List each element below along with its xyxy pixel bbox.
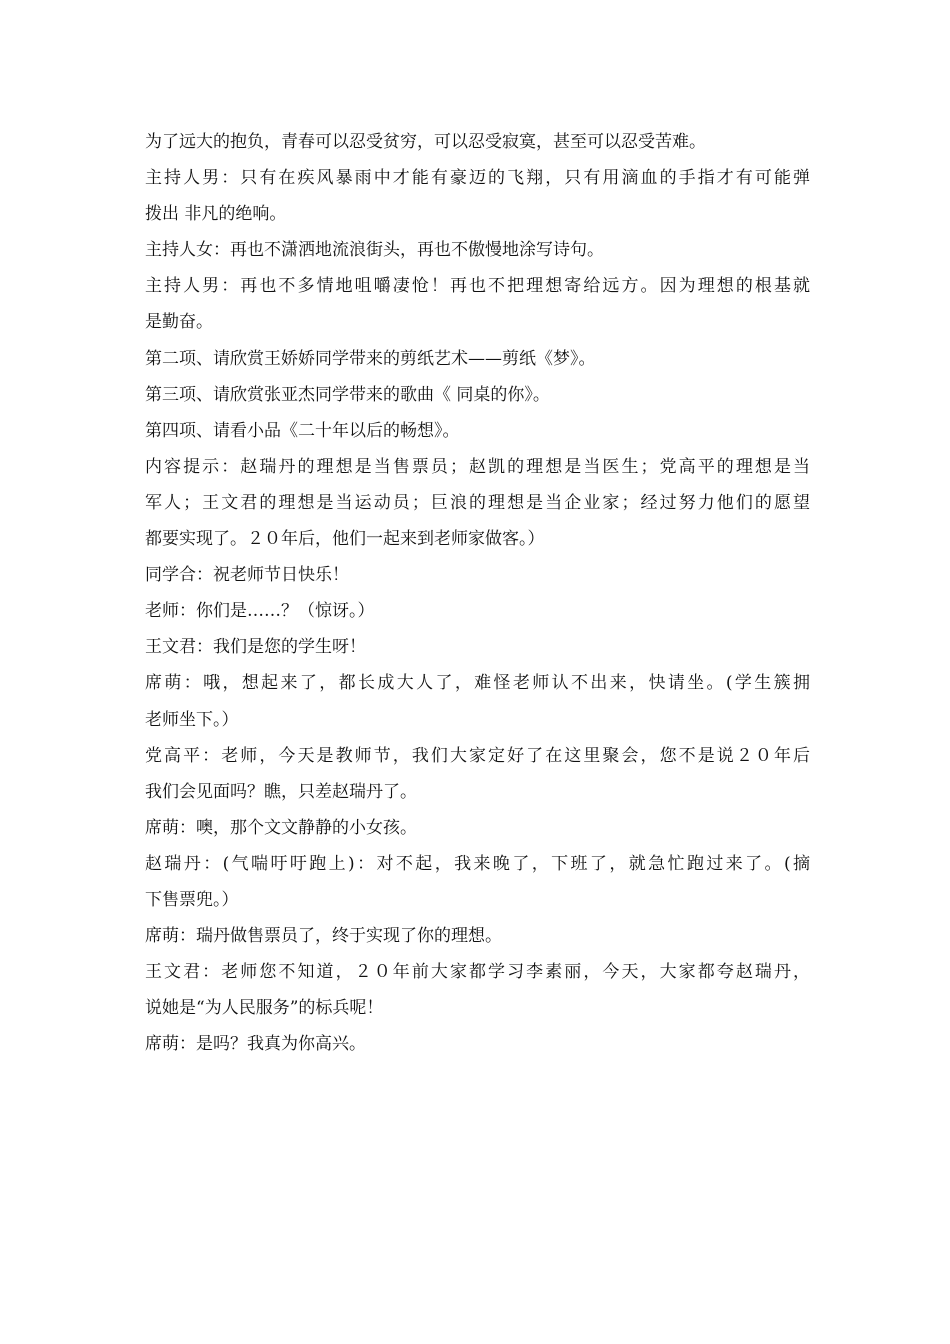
text-line: 主持人男：再也不多情地咀嚼凄怆！再也不把理想寄给远方。因为理想的根基就 — [145, 276, 810, 297]
text-line: 是勤奋。 — [145, 312, 213, 333]
text-line: 老师坐下。） — [145, 709, 239, 730]
document-text — [145, 124, 810, 1062]
text-line: 席萌：瑞丹做售票员了，终于实现了你的理想。 — [145, 926, 502, 947]
text-line: 席萌：哦，想起来了，都长成大人了，难怪老师认不出来，快请坐。(学生簇拥 — [145, 673, 810, 694]
text-line: 我们会见面吗？瞧，只差赵瑞丹了。 — [145, 781, 417, 802]
text-line: 内容提示：赵瑞丹的理想是当售票员；赵凯的理想是当医生；党高平的理想是当 — [145, 456, 810, 477]
text-line: 下售票兜。） — [145, 889, 239, 910]
text-line: 都要实现了。２０年后，他们一起来到老师家做客。） — [145, 529, 545, 550]
text-line: 席萌：噢，那个文文静静的小女孩。 — [145, 817, 417, 838]
text-line: 王文君：我们是您的学生呀！ — [145, 637, 366, 658]
text-line: 第三项、请欣赏张亚杰同学带来的歌曲《 同桌的你》。 — [145, 384, 550, 405]
text-line: 老师：你们是……？（惊讶。） — [145, 601, 375, 622]
text-line: 拨出 非凡的绝响。 — [145, 204, 287, 225]
text-line: 军人；王文君的理想是当运动员；巨浪的理想是当企业家；经过努力他们的愿望 — [145, 492, 810, 513]
text-line: 主持人女：再也不潇洒地流浪街头，再也不傲慢地涂写诗句。 — [145, 240, 604, 261]
text-line: 为了远大的抱负，青春可以忍受贫穷，可以忍受寂寞，甚至可以忍受苦难。 — [145, 132, 706, 152]
text-line: 王文君：老师您不知道，２０年前大家都学习李素丽，今天，大家都夸赵瑞丹， — [145, 962, 810, 983]
text-line: 第四项、请看小品《二十年以后的畅想》。 — [145, 420, 460, 441]
text-line: 同学合：祝老师节日快乐！ — [145, 565, 349, 586]
text-line: 党高平：老师，今天是教师节，我们大家定好了在这里聚会，您不是说２０年后 — [145, 745, 810, 766]
text-line: 席萌：是吗？我真为你高兴。 — [145, 1034, 366, 1055]
text-line: 第二项、请欣赏王娇娇同学带来的剪纸艺术——剪纸《梦》。 — [145, 348, 596, 369]
text-line: 赵瑞丹：(气喘吁吁跑上)：对不起，我来晚了，下班了，就急忙跑过来了。(摘 — [145, 853, 810, 874]
text-line: 说她是“为人民服务”的标兵呢！ — [145, 998, 384, 1019]
text-line: 主持人男：只有在疾风暴雨中才能有豪迈的飞翔，只有用滴血的手指才有可能弹 — [145, 168, 810, 189]
